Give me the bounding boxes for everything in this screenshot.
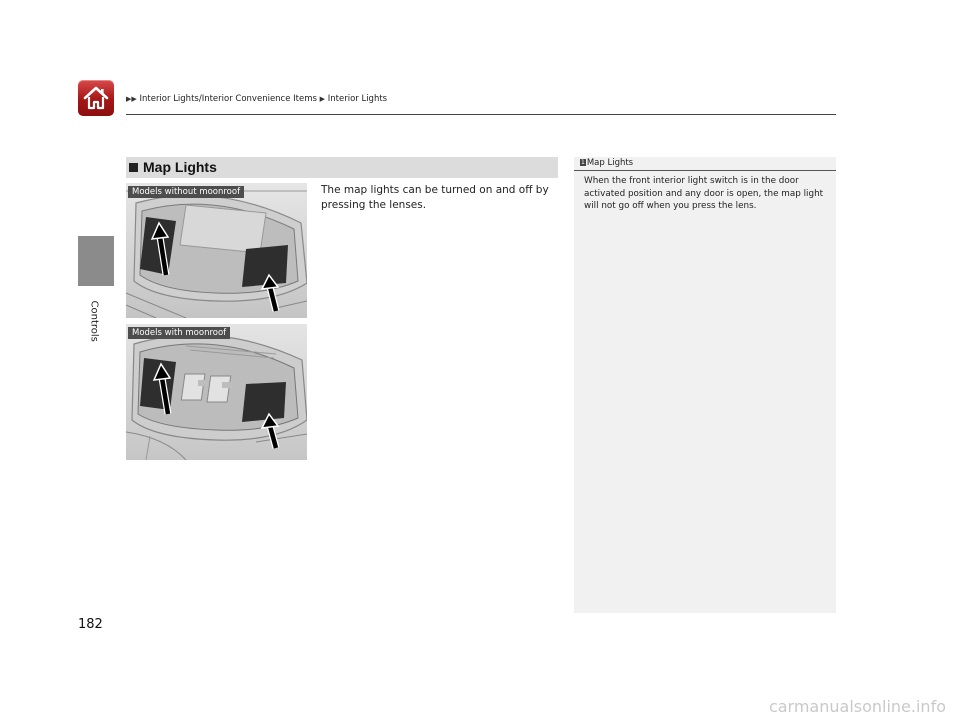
page-number: 182	[78, 617, 103, 632]
home-icon	[82, 84, 110, 112]
section-label: Controls	[88, 300, 100, 342]
watermark: carmanualsonline.info	[768, 697, 946, 716]
breadcrumb-item[interactable]: Interior Lights/Interior Convenience Items	[139, 94, 317, 104]
breadcrumb-arrow-icon: ▶	[319, 95, 326, 103]
square-bullet-icon	[129, 163, 138, 172]
breadcrumb	[126, 94, 387, 104]
figure-without-moonroof	[126, 183, 307, 318]
map-light-illustration	[126, 183, 307, 318]
note-body: When the front interior light switch is in the door activated position and any door is open, the map light will not go off when you press the lens.	[584, 176, 824, 211]
home-button[interactable]	[78, 80, 114, 116]
figure-label: Models without moonroof	[128, 186, 244, 198]
header-divider	[126, 114, 836, 115]
section-body: The map lights can be turned on and off by pressing the lenses.	[321, 184, 549, 211]
note-title	[580, 158, 633, 168]
breadcrumb-arrow-icon: ▶▶	[126, 95, 137, 103]
section-heading	[126, 157, 558, 178]
map-light-illustration	[126, 324, 307, 460]
section-title: Map Lights	[143, 159, 217, 175]
figure-label: Models with moonroof	[128, 327, 230, 339]
side-note	[574, 157, 836, 613]
figure-with-moonroof	[126, 324, 307, 460]
note-divider	[574, 170, 836, 171]
note-number: 1	[581, 159, 585, 166]
note-title-text: Map Lights	[586, 158, 634, 168]
section-tab[interactable]	[78, 236, 114, 286]
breadcrumb-item[interactable]: Interior Lights	[327, 94, 388, 104]
